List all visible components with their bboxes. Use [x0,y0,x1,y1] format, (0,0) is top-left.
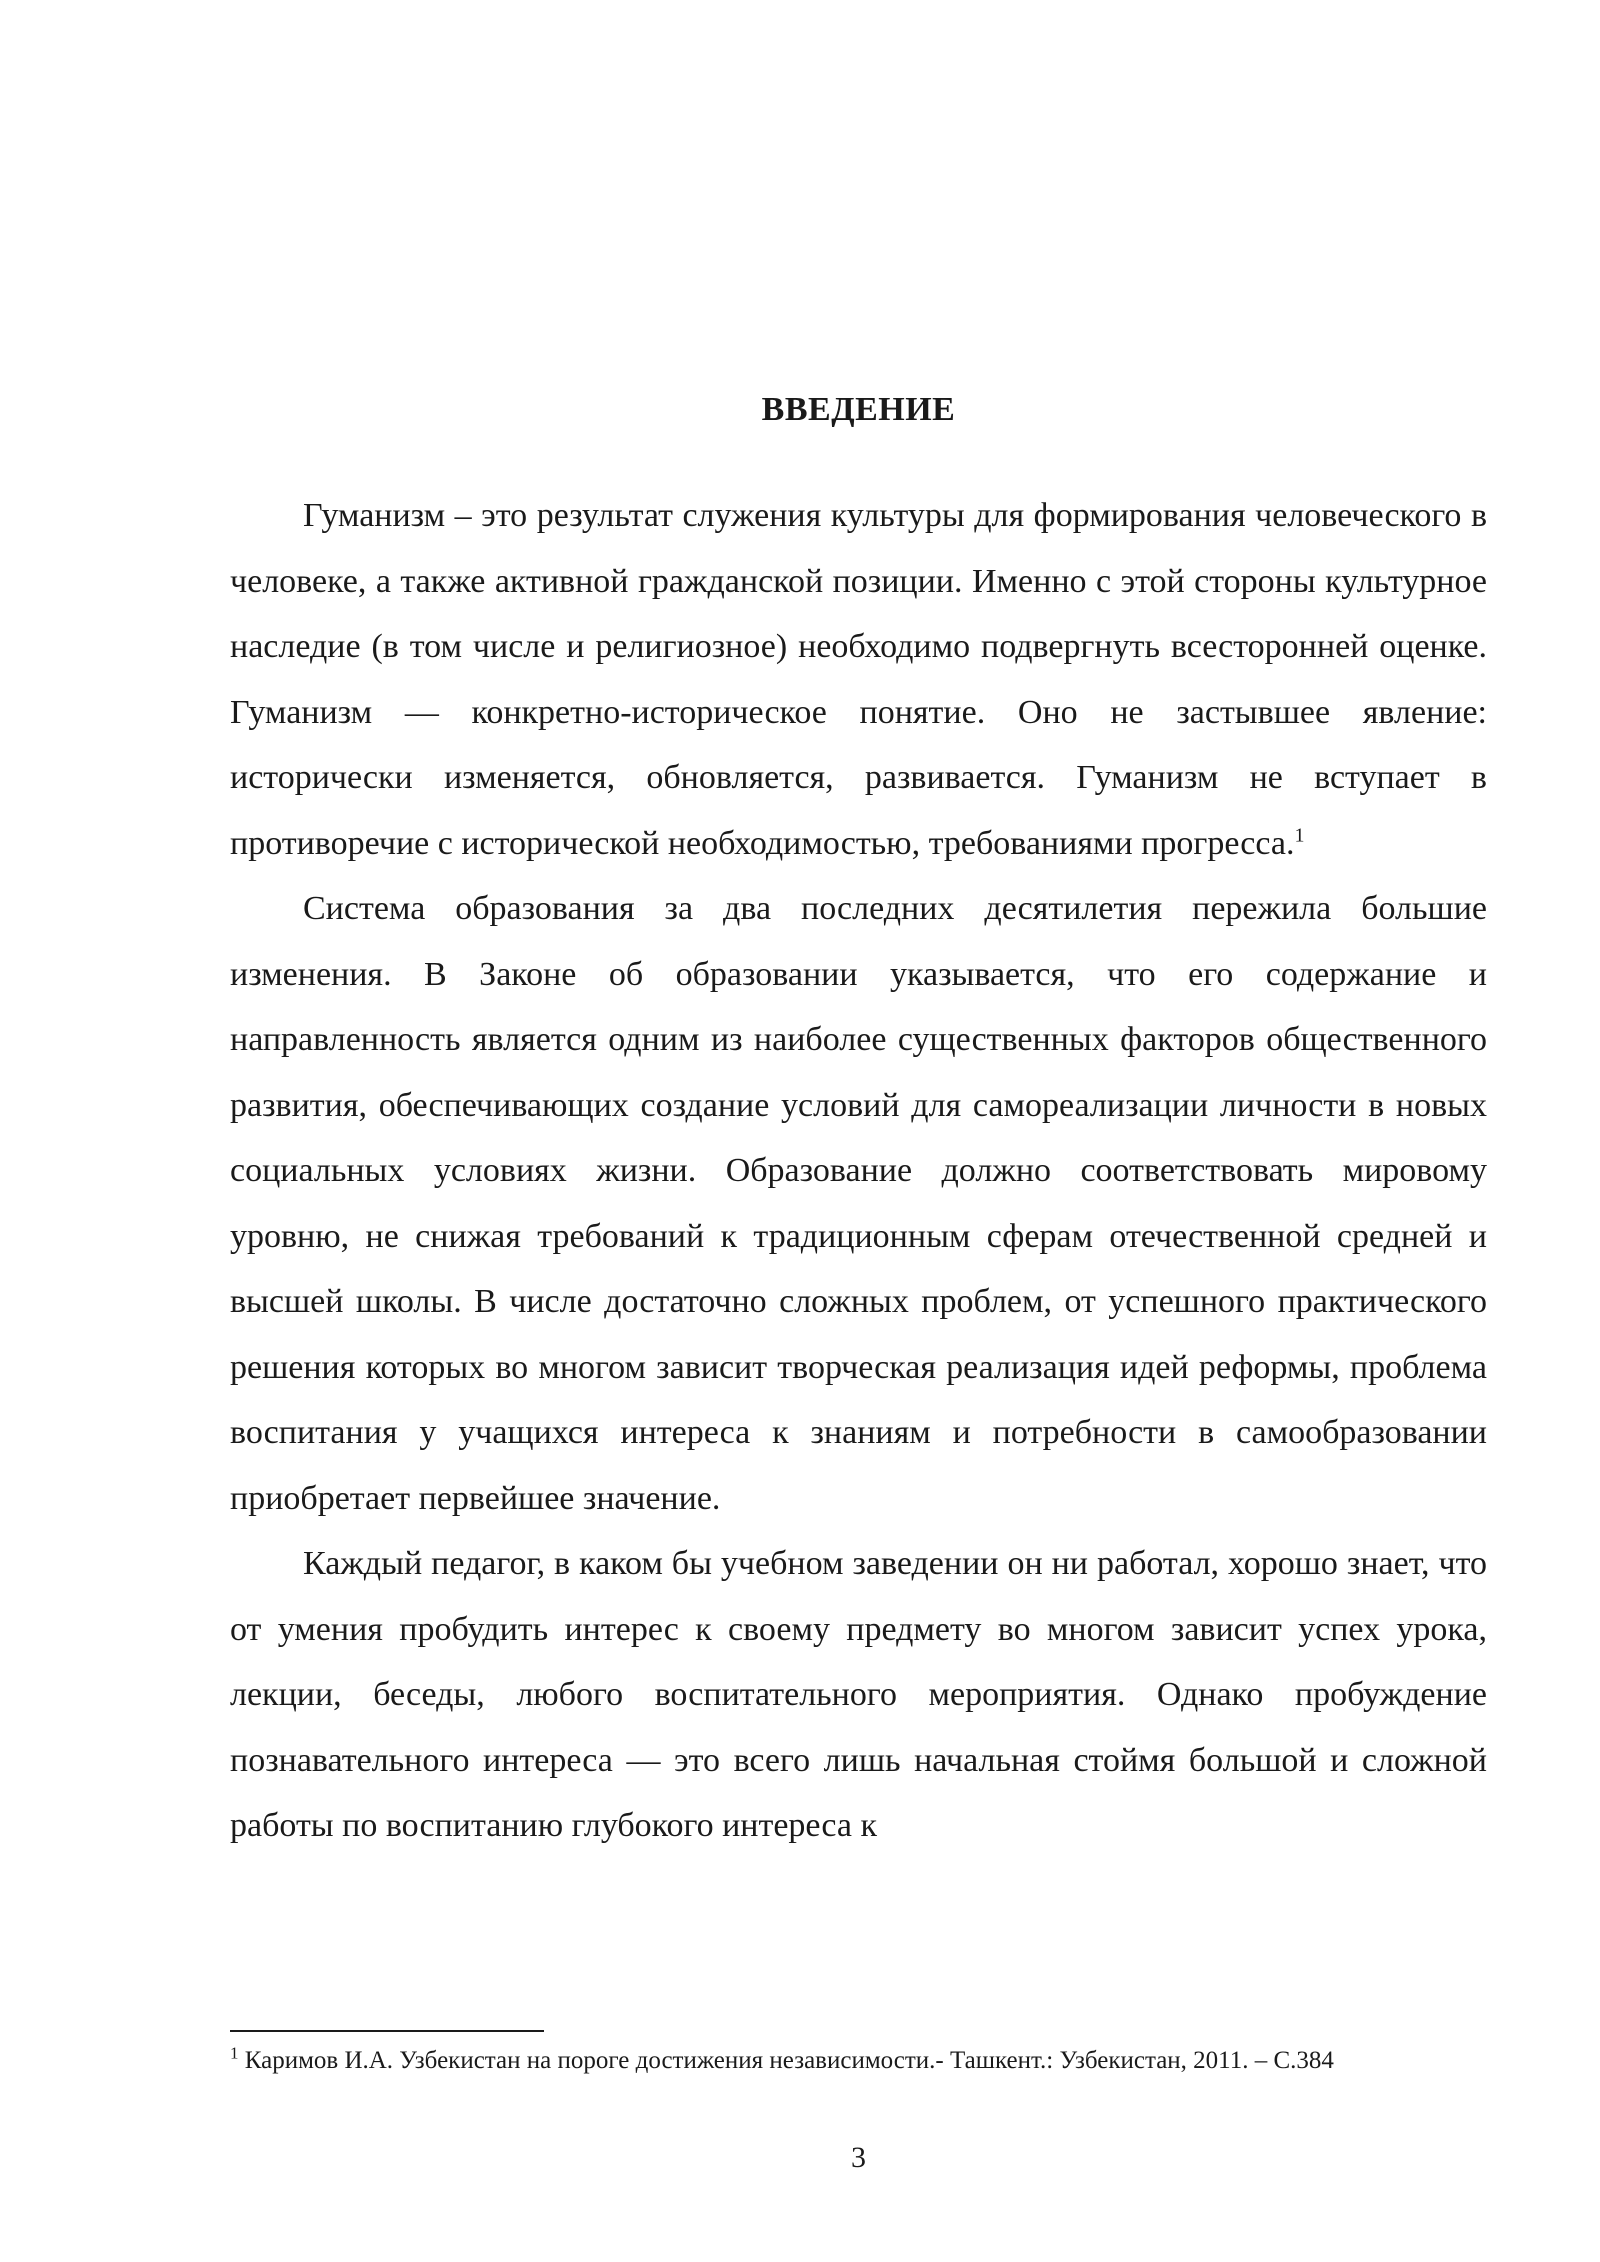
paragraph-1-text: Гуманизм – это результат служения культуры для формирования человеческого в человеке, а также активной гражданской позиции. Именно с этой стороны культурное наследие (в том числе и религиозное) необходимо подвергнуть всесторонней оценке. Гуманизм — конкретно-историческое понятие. Оно не застывшее явление: исторически изменяется, обновляется, развивается. Гуманизм не вступает в противоречие с исторической необходимостью, требованиями прогресса. [230,497,1487,862]
footnote-reference: 1 [1294,824,1305,847]
page-number: 3 [851,2141,866,2174]
footnote [230,2044,1487,2078]
paragraph-2-text: Система образования за два последних десятилетия пережила большие изменения. В Законе об образовании указывается, что его содержание и направленность является одним из наиболее существенных факторов общественного развития, обеспечивающих создание условий для самореализации личности в новых социальных условиях жизни. Образование должно соответствовать мировому уровню, не снижая требований к традиционным сферам отечественной средней и высшей школы. В числе достаточно сложных проблем, от успешного практического решения которых во многом зависит творческая реализация идей реформы, проблема воспитания у учащихся интереса к знаниям и потребности в самообразовании приобретает первейшее значение. [230,890,1487,1517]
page-title: ВВЕДЕНИЕ [761,391,956,428]
paragraph-3-text: Каждый педагог, в каком бы учебном заведении он ни работал, хорошо знает, что от умения пробудить интерес к своему предмету во многом зависит успех урока, лекции, беседы, любого воспитательного мероприятия. Однако пробуждение познавательного интереса — это всего лишь начальная стоймя большой и сложной работы по воспитанию глубокого интереса к [230,1545,1487,1844]
footnote-separator [230,2030,544,2032]
paragraph-3 [230,1531,1487,1859]
body-text [230,483,1487,1859]
paragraph-2 [230,876,1487,1531]
footnote-number: 1 [230,2043,239,2063]
paragraph-1 [230,483,1487,876]
footnote-text: Каримов И.А. Узбекистан на пороге достижения независимости.- Ташкент.: Узбекистан, 2011. – С.384 [244,2047,1334,2074]
